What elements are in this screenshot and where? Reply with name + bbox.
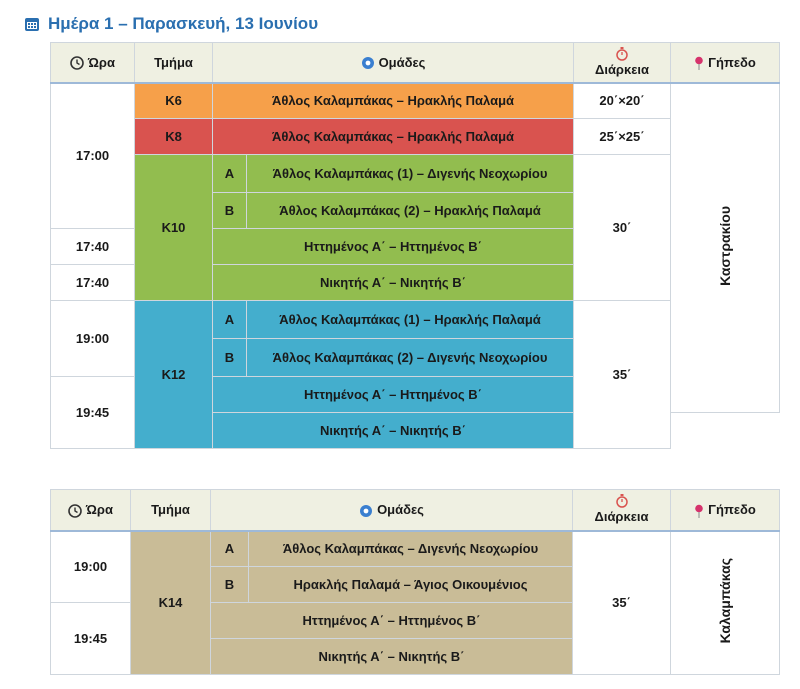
- stopwatch-icon: [616, 494, 628, 508]
- group-cell: Β: [213, 193, 247, 229]
- match-cell: Ηττημένος Α΄ – Ηττημένος Β΄: [213, 377, 574, 413]
- table-row: [51, 83, 780, 119]
- table-row: [51, 531, 780, 567]
- time-cell: 19:45: [51, 603, 131, 675]
- field-name: Καστρακίου: [716, 205, 733, 286]
- match-cell: Άθλος Καλαμπάκας (2) – Διγενής Νεοχωρίου: [247, 339, 574, 377]
- group-cell: Α: [211, 531, 249, 567]
- duration-cell: 20΄×20΄: [574, 83, 671, 119]
- match-cell: Νικητής Α΄ – Νικητής Β΄: [213, 265, 574, 301]
- group-cell: Β: [211, 567, 249, 603]
- title-text: Ημέρα 1 – Παρασκευή, 13 Ιουνίου: [48, 14, 319, 33]
- time-cell: 19:45: [51, 377, 135, 449]
- match-cell: Ηττημένος Α΄ – Ηττημένος Β΄: [213, 229, 574, 265]
- match-cell: Άθλος Καλαμπάκας – Ηρακλής Παλαμά: [213, 119, 574, 155]
- time-cell: 19:00: [51, 301, 135, 377]
- duration-cell: 35΄: [573, 531, 671, 675]
- group-cell: Β: [213, 339, 247, 377]
- time-cell: 17:40: [51, 265, 135, 301]
- clock-icon: [70, 56, 84, 70]
- match-cell: Νικητής Α΄ – Νικητής Β΄: [211, 639, 573, 675]
- stopwatch-icon: [616, 47, 628, 61]
- ball-icon: [359, 504, 373, 518]
- match-cell: Άθλος Καλαμπάκας – Διγενής Νεοχωρίου: [249, 531, 573, 567]
- group-cell: Α: [213, 155, 247, 193]
- header-row: [51, 43, 780, 83]
- clock-icon: [68, 504, 82, 518]
- duration-header: Διάρκεια: [573, 490, 671, 531]
- time-cell: 17:00: [51, 83, 135, 229]
- pin-icon: [694, 504, 704, 518]
- match-cell: Άθλος Καλαμπάκας (1) – Διγενής Νεοχωρίου: [247, 155, 574, 193]
- duration-header: Διάρκεια: [574, 43, 671, 83]
- time-header: Ώρα: [51, 490, 131, 531]
- schedule-table-1: [50, 42, 780, 449]
- table-row: [51, 301, 780, 339]
- duration-cell: 35΄: [574, 301, 671, 449]
- match-cell: Άθλος Καλαμπάκας (1) – Ηρακλής Παλαμά: [247, 301, 574, 339]
- time-cell: 17:40: [51, 229, 135, 265]
- match-cell: Ηττημένος Α΄ – Ηττημένος Β΄: [211, 603, 573, 639]
- section-cell-k14: Κ14: [131, 531, 211, 675]
- group-cell: Α: [213, 301, 247, 339]
- field-cell: [671, 83, 780, 413]
- ball-icon: [361, 56, 375, 70]
- header-row: [51, 490, 780, 531]
- time-header: Ώρα: [51, 43, 135, 83]
- section-cell-k8: Κ8: [135, 119, 213, 155]
- match-cell: Νικητής Α΄ – Νικητής Β΄: [213, 413, 574, 449]
- section-cell-k12: Κ12: [135, 301, 213, 449]
- field-name: Καλαμπάκας: [716, 558, 733, 644]
- field-header: Γήπεδο: [671, 43, 780, 83]
- duration-cell: 30΄: [574, 155, 671, 301]
- duration-cell: 25΄×25΄: [574, 119, 671, 155]
- page-title: [24, 12, 318, 36]
- match-cell: Άθλος Καλαμπάκας – Ηρακλής Παλαμά: [213, 83, 574, 119]
- section-cell-k6: Κ6: [135, 83, 213, 119]
- teams-header: Ομάδες: [211, 490, 573, 531]
- time-cell: 19:00: [51, 531, 131, 603]
- table-row: [51, 119, 780, 155]
- pin-icon: [694, 56, 704, 70]
- schedule-table-2: [50, 489, 780, 675]
- teams-header: Ομάδες: [213, 43, 574, 83]
- table-row: [51, 155, 780, 193]
- calendar-icon: [24, 16, 40, 32]
- field-cell: [671, 531, 780, 675]
- match-cell: Άθλος Καλαμπάκας (2) – Ηρακλής Παλαμά: [247, 193, 574, 229]
- field-header: Γήπεδο: [671, 490, 780, 531]
- section-cell-k10: Κ10: [135, 155, 213, 301]
- section-header: Τμήμα: [135, 43, 213, 83]
- match-cell: Ηρακλής Παλαμά – Άγιος Οικουμένιος: [249, 567, 573, 603]
- section-header: Τμήμα: [131, 490, 211, 531]
